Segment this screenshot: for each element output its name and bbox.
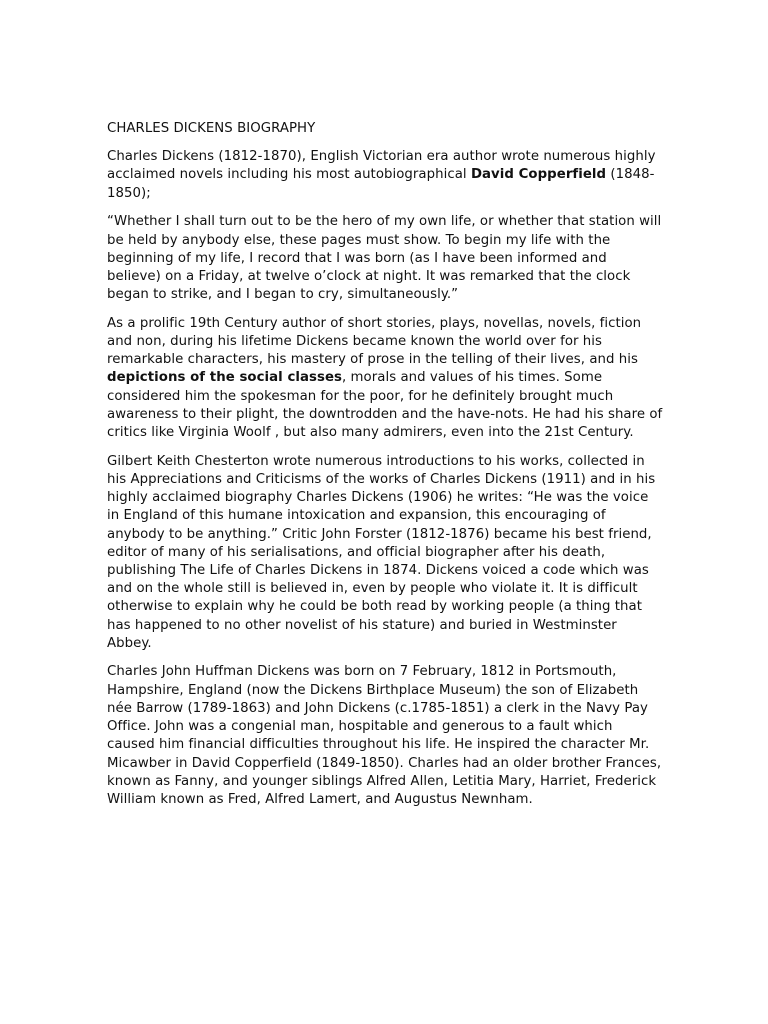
paragraph-text: As a prolific 19th Century author of short stories, plays, novellas, novels, fiction and non, during his lifetime Dickens became known the world over for his remarkable characters, his mastery of prose in the telling of their lives, and his bbox=[107, 315, 642, 368]
document-body bbox=[107, 120, 663, 820]
paragraph-text: Charles Dickens (1812-1870), English Victorian era author wrote numerous highly acclaimed novels including his most autobiographical bbox=[107, 149, 656, 183]
paragraph-career bbox=[107, 315, 663, 442]
paragraph-text: Charles John Huffman Dickens was born on 7 February, 1812 in Portsmouth, Hampshire, England (now the Dickens Birthplace Museum) the son of Elizabeth née Barrow (1789-1863) and John Dickens (c.1785-1851) a clerk in the Navy Pay Office. John was a congenial man, hospitable and generous to a fault which caused him financial difficulties throughout his life. He inspired the character Mr. Micawber in David Copperfield (1849-1850). Charles had an older brother Frances, known as Fanny, and younger siblings Alfred Allen, Letitia Mary, Harriet, Frederick William known as Fred, Alfred Lamert, and Augustus Newnham. bbox=[107, 664, 662, 807]
paragraph-birth bbox=[107, 663, 663, 809]
paragraph-quote bbox=[107, 213, 663, 304]
emphasis-book-title: David Copperfield bbox=[470, 167, 607, 183]
paragraph-text: Gilbert Keith Chesterton wrote numerous introductions to his works, collected in his Appreciations and Criticisms of the works of Charles Dickens (1911) and in his highly acclaimed biography Charles Dickens (1906) he writes: “He was the voice in England of this humane intoxication and expansion, this encouraging of anybody to be anything.” Critic John Forster (1812-1876) became his best friend, editor of many of his serialisations, and official biographer after his death, publishing The Life of Charles Dickens in 1874. Dickens voiced a code which was and on the whole still is believed in, even by people who violate it. It is difficult otherwise to explain why he could be both read by working people (a thing that has happened to no other novelist of his stature) and buried in Westminster Abbey. bbox=[107, 453, 656, 651]
document-title: CHARLES DICKENS BIOGRAPHY bbox=[107, 121, 316, 136]
paragraph-text: (1848-1850); bbox=[107, 167, 655, 201]
paragraph-intro bbox=[107, 148, 663, 203]
paragraph-text: , morals and values of his times. Some considered him the spokesman for the poor, for he definitely brought much awareness to their plight, the downtrodden and the have-nots. He had his share of critics like Virginia Woolf , but also many admirers, even into the 21st Century. bbox=[107, 370, 663, 441]
paragraph-chesterton bbox=[107, 453, 663, 653]
quote-text: “Whether I shall turn out to be the hero of my own life, or whether that station will be held by anybody else, these pages must show. To begin my life with the beginning of my life, I record that I was born (as I have been informed and believe) on a Friday, at twelve o’clock at night. It was remarked that the clock began to strike, and I began to cry, simultaneously.” bbox=[107, 214, 662, 303]
emphasis-social-classes: depictions of the social classes bbox=[107, 370, 342, 386]
